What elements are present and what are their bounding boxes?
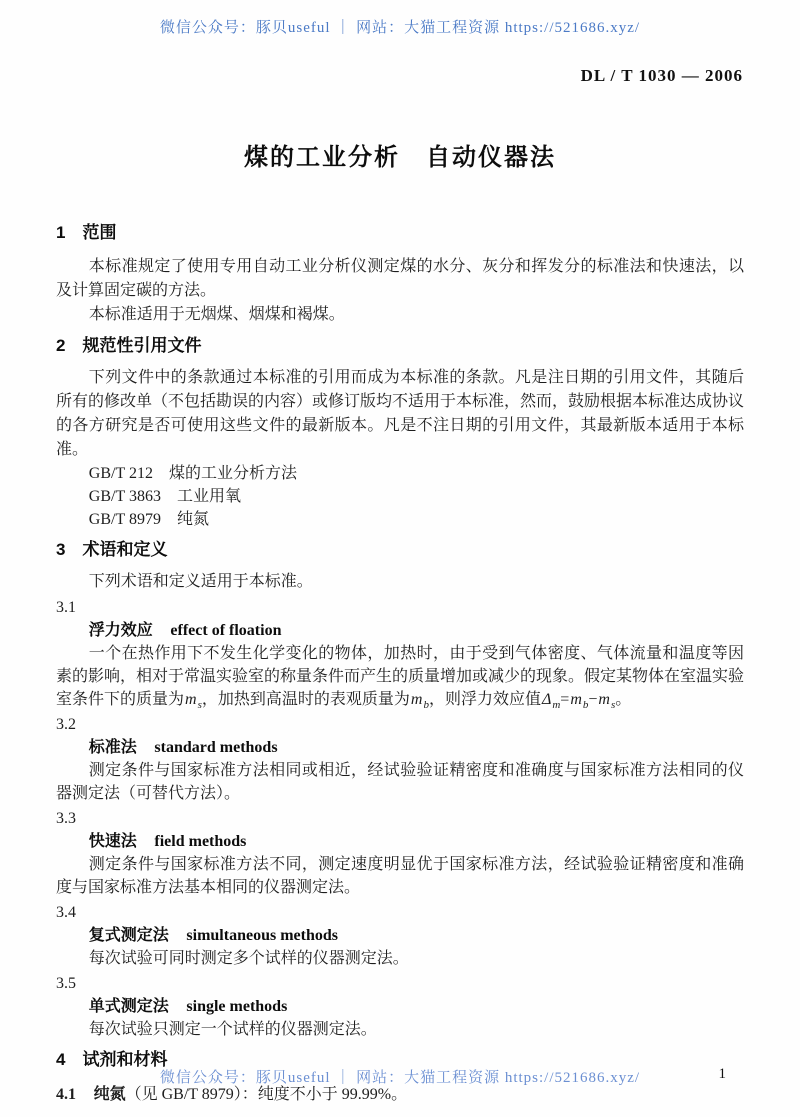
term-3-4-title <box>56 924 744 947</box>
reference-item-gbt3863: GB/T 3863 工业用氧 <box>88 488 241 505</box>
term-3-2-title-en: standard methods <box>154 739 278 756</box>
term-3-2-title-zh: 标准法 <box>88 739 137 756</box>
term-3-3-title-zh: 快速法 <box>88 833 137 850</box>
term-3-2-title <box>56 736 744 759</box>
term-3-4-title-zh: 复式测定法 <box>88 927 169 944</box>
scope-paragraph-2: 本标准适用于无烟煤、烟煤和褐煤。 <box>88 306 345 323</box>
header-watermark: 微信公众号：豚贝useful ｜ 网站：大猫工程资源 https://521686.xyz/ <box>159 20 641 36</box>
section-4-heading: 4 试剂和材料 <box>56 1050 168 1069</box>
term-3-4-number: 3.4 <box>56 904 76 921</box>
reference-item-gbt212: GB/T 212 煤的工业分析方法 <box>88 465 297 482</box>
term-3-3-title-en: field methods <box>154 833 247 850</box>
page-title: 煤的工业分析 自动仪器法 <box>244 144 556 171</box>
term-3-3-title <box>56 830 744 853</box>
footer-watermark: 微信公众号：豚贝useful ｜ 网站：大猫工程资源 https://521686.xyz/ <box>159 1070 641 1086</box>
section-1-heading: 1 范围 <box>56 223 117 242</box>
term-3-4-definition: 每次试验可同时测定多个试样的仪器测定法。 <box>88 950 409 967</box>
terms-intro: 下列术语和定义适用于本标准。 <box>88 573 313 590</box>
clause-4-1-number: 4.1 <box>56 1086 76 1103</box>
page-number: 1 <box>718 1066 726 1082</box>
term-3-1-title-zh: 浮力效应 <box>88 622 153 639</box>
symbol-m-s: m <box>185 691 197 708</box>
term-3-2-number: 3.2 <box>56 716 76 733</box>
term-3-1-definition: 一个在热作用下不发生化学变化的物体，加热时，由于受到气体密度、气体流量和温度等因素的影响，相对于常温实验室的称量条件而产生的质量增加或减少的现象。假定某物体在室温实验室条件下的质量为$m_s$，加热到高温时的表观质量为$m_b$，则浮力效应值$\Delta_m=m_b-m_s$。 <box>56 645 745 712</box>
section-3-heading: 3 术语和定义 <box>56 540 168 559</box>
term-3-2-definition: 测定条件与国家标准方法相同或相近，经试验验证精密度和准确度与国家标准方法相同的仪器测定法（可替代方法）。 <box>56 762 744 802</box>
term-3-5-title-zh: 单式测定法 <box>88 998 169 1015</box>
term-3-3-number: 3.3 <box>56 810 76 827</box>
term-3-5-number: 3.5 <box>56 975 76 992</box>
reference-item-gbt8979: GB/T 8979 纯氮 <box>88 511 209 528</box>
normative-references-paragraph: 下列文件中的条款通过本标准的引用而成为本标准的条款。凡是注日期的引用文件，其随后所有的修改单（不包括勘误的内容）或修订版均不适用于本标准，然而，鼓励根据本标准达成协议的各方研究是否可使用这些文件的最新版本。凡是不注日期的引用文件，其最新版本适用于本标准。 <box>56 369 745 458</box>
clause-4-1-text: （见 GB/T 8979）：纯度不小于 99.99%。 <box>125 1086 408 1103</box>
term-3-5-title <box>56 995 744 1018</box>
term-3-1-title-en: effect of floation <box>170 622 282 639</box>
term-3-1-number: 3.1 <box>56 599 76 616</box>
symbol-delta-m: Δ <box>541 691 552 708</box>
section-2-heading: 2 规范性引用文件 <box>56 336 202 355</box>
term-3-5-definition: 每次试验只测定一个试样的仪器测定法。 <box>88 1021 377 1038</box>
scope-paragraph-1: 本标准规定了使用专用自动工业分析仪测定煤的水分、灰分和挥发分的标准法和快速法，以及计算固定碳的方法。 <box>56 258 744 299</box>
standard-code: DL / T 1030 — 2006 <box>580 66 743 85</box>
term-3-1-title <box>56 619 744 642</box>
term-3-4-title-en: simultaneous methods <box>186 927 338 944</box>
term-3-5-title-en: single methods <box>186 998 288 1015</box>
clause-4-1-term: 纯氮 <box>93 1086 126 1103</box>
symbol-m-b: m <box>410 691 423 708</box>
term-3-3-definition: 测定条件与国家标准方法不同，测定速度明显优于国家标准方法，经试验验证精密度和准确度与国家标准方法基本相同的仪器测定法。 <box>56 856 744 896</box>
